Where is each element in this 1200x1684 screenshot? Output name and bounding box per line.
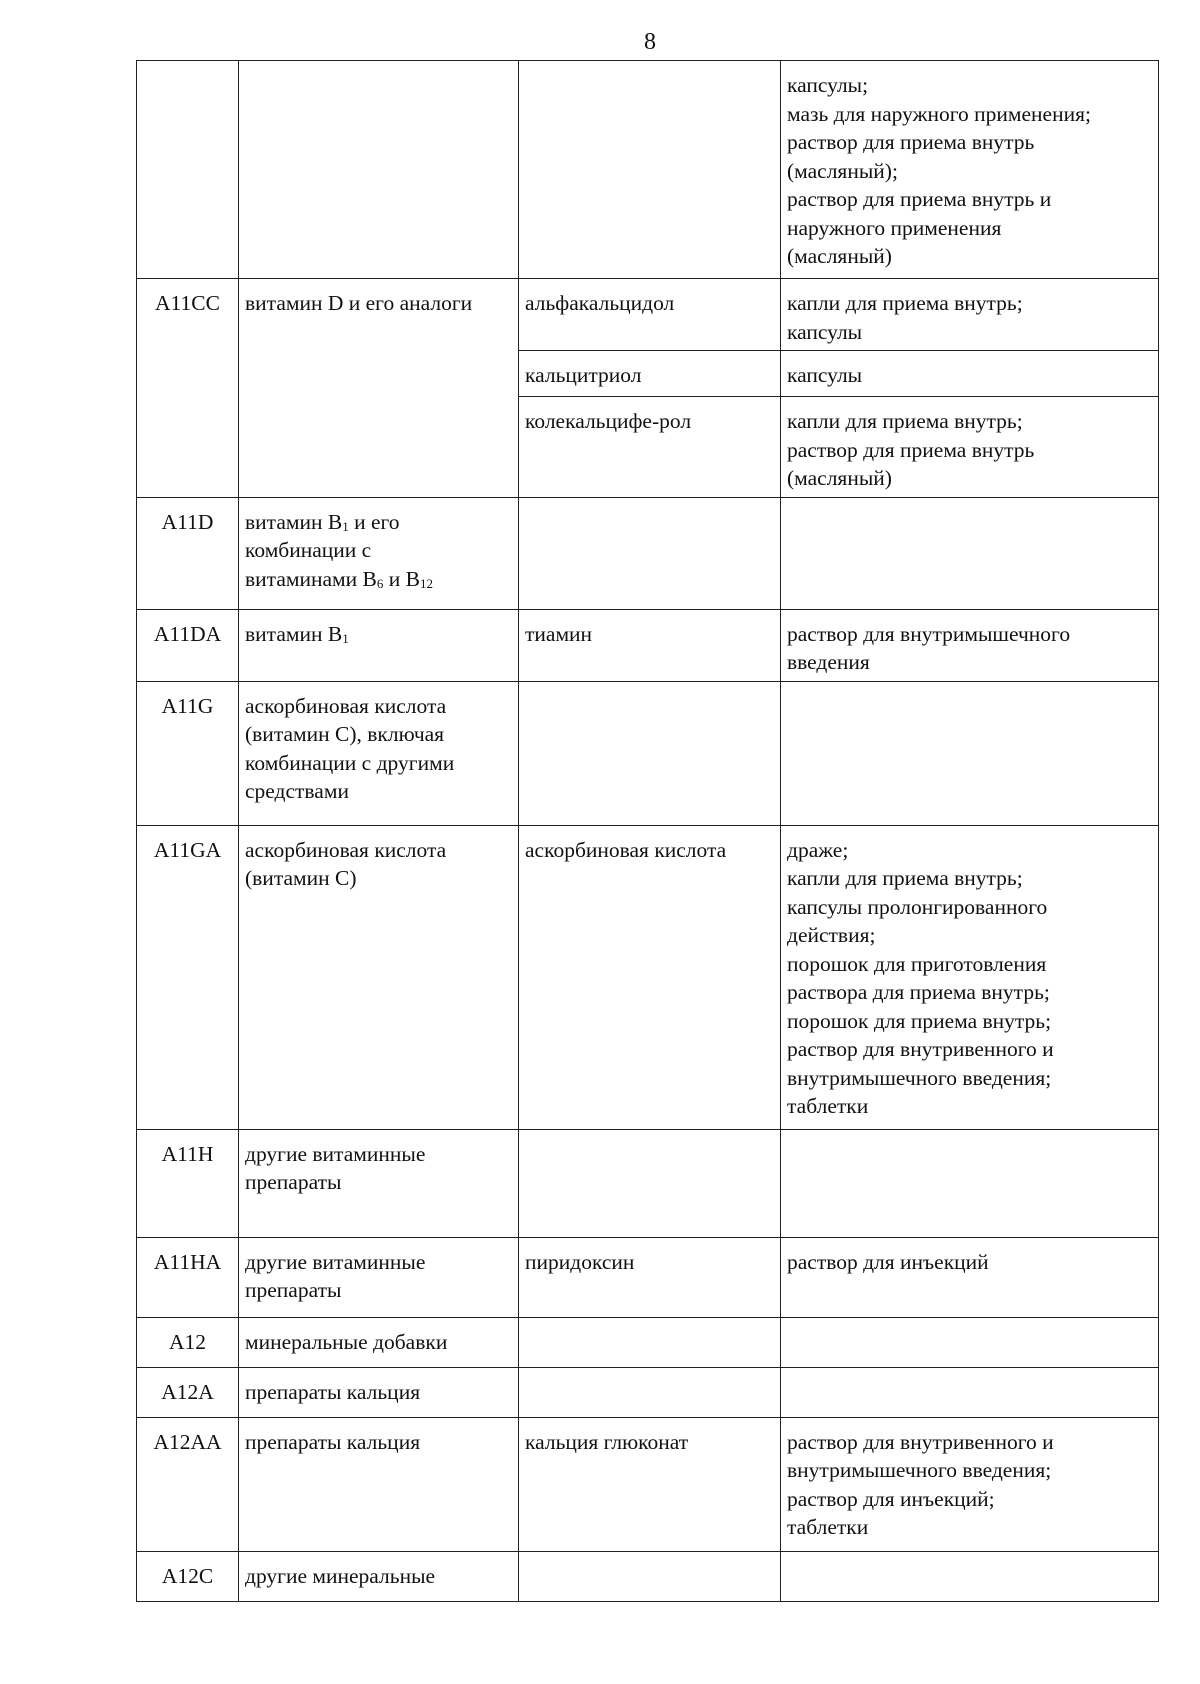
drug-name: аскорбиновая кислота [519,825,781,1129]
atc-code: A11G [137,681,239,825]
dosage-forms: капли для приема внутрь; раствор для приема внутрь (масляный) [781,397,1159,498]
table-row [137,681,1159,825]
drug-name [519,61,781,279]
group-name: аскорбиновая кислота (витамин C), включая комбинации с другими средствами [239,681,519,825]
drug-name [519,1129,781,1237]
dosage-forms [781,681,1159,825]
group-name: другие витаминные препараты [239,1129,519,1237]
drug-name: кальция глюконат [519,1417,781,1551]
drug-name: тиамин [519,609,781,681]
group-name: другие витаминные препараты [239,1237,519,1317]
table-row [137,1317,1159,1367]
dosage-forms [781,1129,1159,1237]
group-name: витамин $B_1$ и его комбинации с витаминами $B_6$ и $B_{12}$ [239,497,519,609]
atc-code: A11GA [137,825,239,1129]
group-name: препараты кальция [239,1417,519,1551]
atc-code: A12 [137,1317,239,1367]
group-name: витамин D и его аналоги [239,279,519,498]
atc-code: A11HA [137,1237,239,1317]
table-row [137,1237,1159,1317]
atc-code: A12AA [137,1417,239,1551]
atc-code [137,61,239,279]
dosage-forms [781,1317,1159,1367]
dosage-forms [781,1551,1159,1601]
table-row [137,1367,1159,1417]
drug-name [519,1367,781,1417]
dosage-forms [781,497,1159,609]
page-number: 8 [644,29,656,55]
drug-name: пиридоксин [519,1237,781,1317]
atc-code: A11D [137,497,239,609]
atc-code: A11H [137,1129,239,1237]
table-row [137,1417,1159,1551]
dosage-forms: раствор для инъекций [781,1237,1159,1317]
table-row [137,61,1159,279]
dosage-forms: капсулы; мазь для наружного применения; раствор для приема внутрь (масляный); раствор для приема внутрь и наружного применения (масляный) [781,61,1159,279]
group-name: витамин $B_1$ [239,609,519,681]
group-name: другие минеральные [239,1551,519,1601]
table-row [137,1551,1159,1601]
table-row [137,609,1159,681]
table-row [137,279,1159,351]
group-name [239,61,519,279]
atc-code: A12C [137,1551,239,1601]
drug-name [519,497,781,609]
dosage-forms: капсулы [781,351,1159,397]
table-row [137,1129,1159,1237]
drug-table [136,60,1159,1602]
drug-name: альфакальцидол [519,279,781,351]
drug-name [519,1317,781,1367]
drug-name: кальцитриол [519,351,781,397]
atc-code: A12A [137,1367,239,1417]
atc-code: A11DA [137,609,239,681]
drug-name [519,1551,781,1601]
group-name: препараты кальция [239,1367,519,1417]
dosage-forms: раствор для внутривенного и внутримышечного введения; раствор для инъекций; таблетки [781,1417,1159,1551]
drug-name [519,681,781,825]
table-row [137,497,1159,609]
dosage-forms: капли для приема внутрь; капсулы [781,279,1159,351]
atc-code: A11CC [137,279,239,498]
group-name: минеральные добавки [239,1317,519,1367]
dosage-forms: раствор для внутримышечного введения [781,609,1159,681]
table-row [137,825,1159,1129]
drug-name: колекальцифе-рол [519,397,781,498]
dosage-forms: драже; капли для приема внутрь; капсулы пролонгированного действия; порошок для приготовления раствора для приема внутрь; порошок для приема внутрь; раствор для внутривенного и внутримышечного введения; таблетки [781,825,1159,1129]
group-name: аскорбиновая кислота (витамин C) [239,825,519,1129]
dosage-forms [781,1367,1159,1417]
